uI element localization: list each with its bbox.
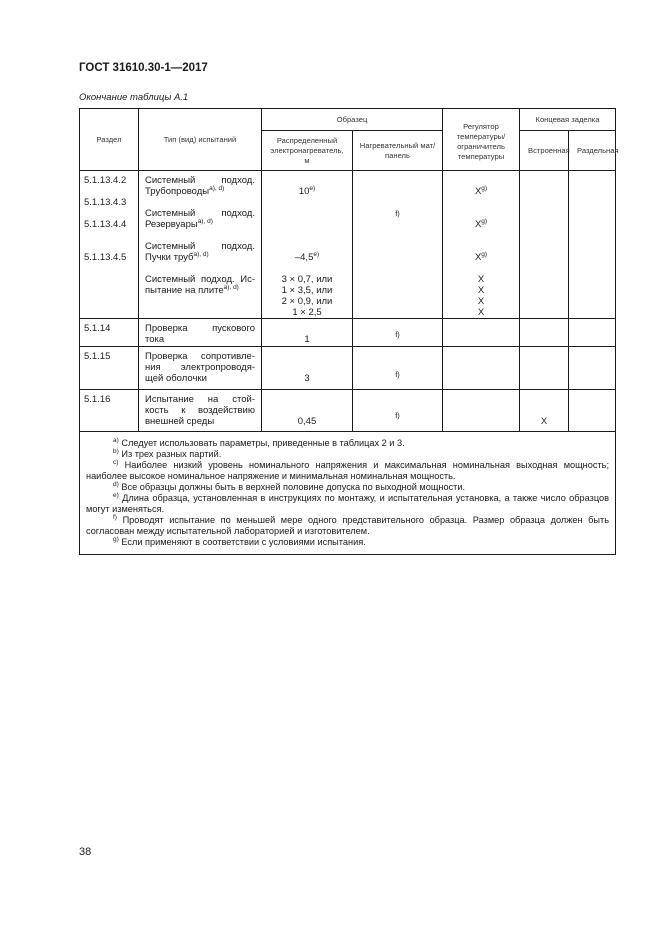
footnote: $^{a)}$ Следует использовать параметры, приведенные в таблицах 2 и 3. [113, 437, 405, 448]
regulator-mark: $X^{g)}$ [474, 251, 488, 263]
type-line: Системный подход. [145, 208, 255, 219]
separate-cell [569, 319, 616, 347]
length-plate-option: 1 × 2,5 [292, 307, 322, 318]
length-value: 0,45 [262, 390, 353, 432]
footnote: $^{c)}$ Наиболее низкий уровень номинального напряжения и максимальная номинальная выходная мощность; наиболее высокое номинальное напряжение и минимальная номинальная мощность. [86, 459, 610, 481]
system-built-in [520, 171, 569, 319]
regulator-mark: $X^{g)}$ [474, 185, 488, 197]
type-line: Системный подход. Ис- [145, 274, 255, 285]
type-line: Испытание на стой- [145, 394, 255, 405]
table-row [80, 390, 616, 432]
type-line: кость к воздействию [145, 405, 255, 416]
mat-footnote-ref: f) [395, 209, 400, 218]
system-sections [80, 171, 139, 319]
section-number: 5.1.13.4.3 [84, 197, 127, 208]
section-number: 5.1.13.4.4 [84, 219, 127, 230]
header-test-type: Тип (вид) испытаний [139, 109, 262, 171]
header-regulator: Регулятор температуры/ ограничитель температуры [443, 109, 520, 171]
type-line: тока [145, 334, 165, 345]
length-plate-option: 2 × 0,9, или [281, 296, 333, 307]
separate-cell [569, 390, 616, 432]
system-types [139, 171, 262, 319]
test-type-tanks [145, 208, 255, 230]
regulator-mark: $X^{g)}$ [474, 218, 488, 230]
mat-footnote-ref: f) [353, 319, 443, 347]
type-line: ния электропроводя- [145, 362, 255, 373]
header-row-1 [80, 109, 616, 131]
regulator-cell [443, 347, 520, 390]
test-type [139, 347, 262, 390]
table-row-system [80, 171, 616, 319]
regulator-cell [443, 390, 520, 432]
header-distributed-heater: Распределенный электронагреватель, м [262, 131, 353, 171]
system-separate [569, 171, 616, 319]
type-line: щей оболочки [145, 373, 207, 384]
built-in-cell: X [520, 390, 569, 432]
type-line: Резервуары$^{a), d)}$ [145, 218, 213, 230]
test-type [139, 390, 262, 432]
type-line: внешней среды [145, 416, 215, 427]
footnote: $^{g)}$ Если применяют в соответствии с условиями испытания. [113, 536, 366, 547]
type-line: Системный подход. [145, 175, 255, 186]
type-line: Проверка пускового [145, 323, 255, 334]
length-value: 3 [262, 347, 353, 390]
section-number: 5.1.13.4.5 [84, 252, 127, 263]
footnotes [80, 432, 616, 555]
section-number: 5.1.13.4.2 [84, 175, 127, 186]
built-in-cell [520, 347, 569, 390]
type-line: Пучки труб$^{a), d)}$ [145, 251, 209, 263]
test-table [79, 108, 619, 555]
header-termination: Концевая заделка [520, 109, 616, 131]
header-built-in: Встроенная [520, 131, 569, 171]
length-bundles: –4,5$^{e)}$ [294, 251, 320, 263]
type-line: Трубопроводы$^{a), d)}$ [145, 185, 225, 197]
system-mat [353, 171, 443, 319]
section-number: 5.1.14 [80, 319, 139, 347]
footnote: $^{e)}$ Длина образца, установленная в инструкциях по монтажу, и испытательная установка, а также число образцов могут изменяться. [86, 492, 610, 514]
type-line: пытание на плите$^{a), d)}$ [145, 284, 239, 296]
test-type-pipelines [145, 175, 255, 197]
system-regulator [443, 171, 520, 319]
separate-cell [569, 347, 616, 390]
test-type-bundles [145, 241, 255, 263]
table-row [80, 347, 616, 390]
length-plate-list [262, 274, 352, 318]
footnote: $^{f)}$ Проводят испытание по меньшей мере одного представительного образца. Размер образца должен быть согласован между испытательной лабораторией и изготовителем. [86, 514, 610, 536]
test-type [139, 319, 262, 347]
table-row [80, 319, 616, 347]
section-number: 5.1.16 [80, 390, 139, 432]
document-header: ГОСТ 31610.30-1—2017 [79, 62, 208, 74]
regulator-mark: X [477, 274, 485, 285]
page-number: 38 [79, 846, 92, 858]
footnote: $^{b)}$ Из трех разных партий. [113, 448, 222, 459]
table-caption: Окончание таблицы А.1 [79, 92, 189, 103]
length-plate-option: 3 × 0,7, или [281, 274, 333, 285]
header-separate: Раздельная [569, 131, 616, 171]
regulator-plate-marks [443, 274, 519, 318]
header-heating-mat: Нагревательный мат/панель [353, 131, 443, 171]
regulator-mark: X [477, 296, 485, 307]
type-line: Проверка сопротивле- [145, 351, 255, 362]
section-number: 5.1.15 [80, 347, 139, 390]
regulator-cell [443, 319, 520, 347]
regulator-mark: X [477, 285, 485, 296]
mat-footnote-ref: f) [353, 347, 443, 390]
length-value: 1 [262, 319, 353, 347]
built-in-cell [520, 319, 569, 347]
footnotes-row [80, 432, 616, 555]
header-sample: Образец [262, 109, 443, 131]
header-section: Раздел [80, 109, 139, 171]
footnote: $^{d)}$ Все образцы должны быть в верхней половине допуска по выходной мощности. [113, 481, 466, 492]
regulator-mark: X [477, 307, 485, 318]
length-plate-option: 1 × 3,5, или [281, 285, 333, 296]
system-lengths [262, 171, 353, 319]
type-line: Системный подход. [145, 241, 255, 252]
mat-footnote-ref: f) [353, 390, 443, 432]
length-pipelines: 10$^{e)}$ [298, 185, 316, 197]
test-type-plate [145, 274, 255, 296]
